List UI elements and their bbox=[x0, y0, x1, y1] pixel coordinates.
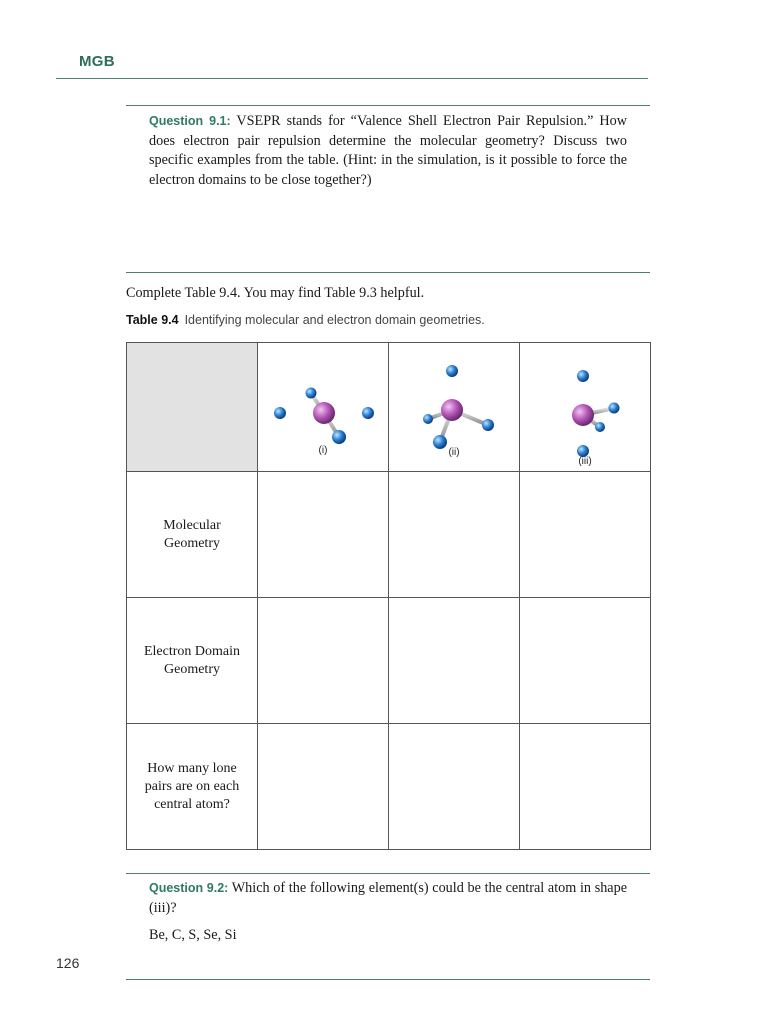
question-9-1-text: VSEPR stands for “Valence Shell Electron Pair Repulsion.” How does electron pair repulsion determine the molecular geometry? Discuss two specific examples from the table. (Hint: in the simulation, is it possible to force the electron domains to be close together?) bbox=[149, 113, 627, 188]
answer-cell[interactable] bbox=[258, 598, 389, 724]
table-row-molecular-geometry bbox=[127, 472, 651, 598]
running-header: MGB bbox=[79, 53, 115, 70]
answer-cell[interactable] bbox=[389, 724, 520, 850]
row-header-molecular-geometry: Molecular Geometry bbox=[127, 472, 258, 598]
molecule-cell-ii bbox=[389, 343, 520, 472]
question-9-2-options: Be, C, S, Se, Si bbox=[149, 927, 237, 943]
molecule-cell-i bbox=[258, 343, 389, 472]
question-9-2-text: Which of the following element(s) could be the central atom in shape (iii)? bbox=[149, 880, 627, 916]
table-corner-cell bbox=[127, 343, 258, 472]
answer-cell[interactable] bbox=[389, 472, 520, 598]
answer-cell[interactable] bbox=[520, 598, 651, 724]
page-number: 126 bbox=[56, 955, 80, 971]
question-9-2-top-rule bbox=[126, 873, 650, 874]
answer-cell[interactable] bbox=[389, 598, 520, 724]
table-caption-number: Table 9.4 bbox=[126, 313, 179, 327]
tetrahedral-molecule-icon bbox=[389, 357, 520, 457]
answer-cell[interactable] bbox=[258, 472, 389, 598]
question-9-1-bottom-rule bbox=[126, 272, 650, 273]
answer-cell[interactable] bbox=[520, 724, 651, 850]
table-row-electron-domain-geometry bbox=[127, 598, 651, 724]
trigonal-pyramidal-molecule-icon bbox=[520, 357, 651, 457]
question-9-2 bbox=[149, 879, 627, 918]
molecule-label-iii: (iii) bbox=[578, 456, 592, 467]
row-header-electron-domain-geometry: Electron Domain Geometry bbox=[127, 598, 258, 724]
answer-cell[interactable] bbox=[258, 724, 389, 850]
header-rule bbox=[56, 78, 648, 79]
question-9-1-top-rule bbox=[126, 105, 650, 106]
molecule-cell-iii bbox=[520, 343, 651, 472]
answer-cell[interactable] bbox=[520, 472, 651, 598]
question-9-1 bbox=[149, 112, 627, 190]
seesaw-molecule-icon bbox=[258, 357, 389, 457]
table-caption bbox=[126, 313, 485, 327]
molecule-label-i: (i) bbox=[318, 445, 328, 456]
table-caption-title: Identifying molecular and electron domain geometries. bbox=[184, 313, 485, 327]
molecule-image-row bbox=[127, 343, 651, 472]
table-instruction: Complete Table 9.4. You may find Table 9.3 helpful. bbox=[126, 285, 425, 301]
molecule-label-ii: (ii) bbox=[448, 447, 460, 458]
geometry-table bbox=[126, 342, 651, 850]
table-row-lone-pairs bbox=[127, 724, 651, 850]
row-header-lone-pairs: How many lone pairs are on each central atom? bbox=[127, 724, 258, 850]
question-9-1-label: Question 9.1: bbox=[149, 114, 231, 128]
question-9-2-label: Question 9.2: bbox=[149, 881, 229, 895]
footer-rule bbox=[126, 979, 650, 980]
